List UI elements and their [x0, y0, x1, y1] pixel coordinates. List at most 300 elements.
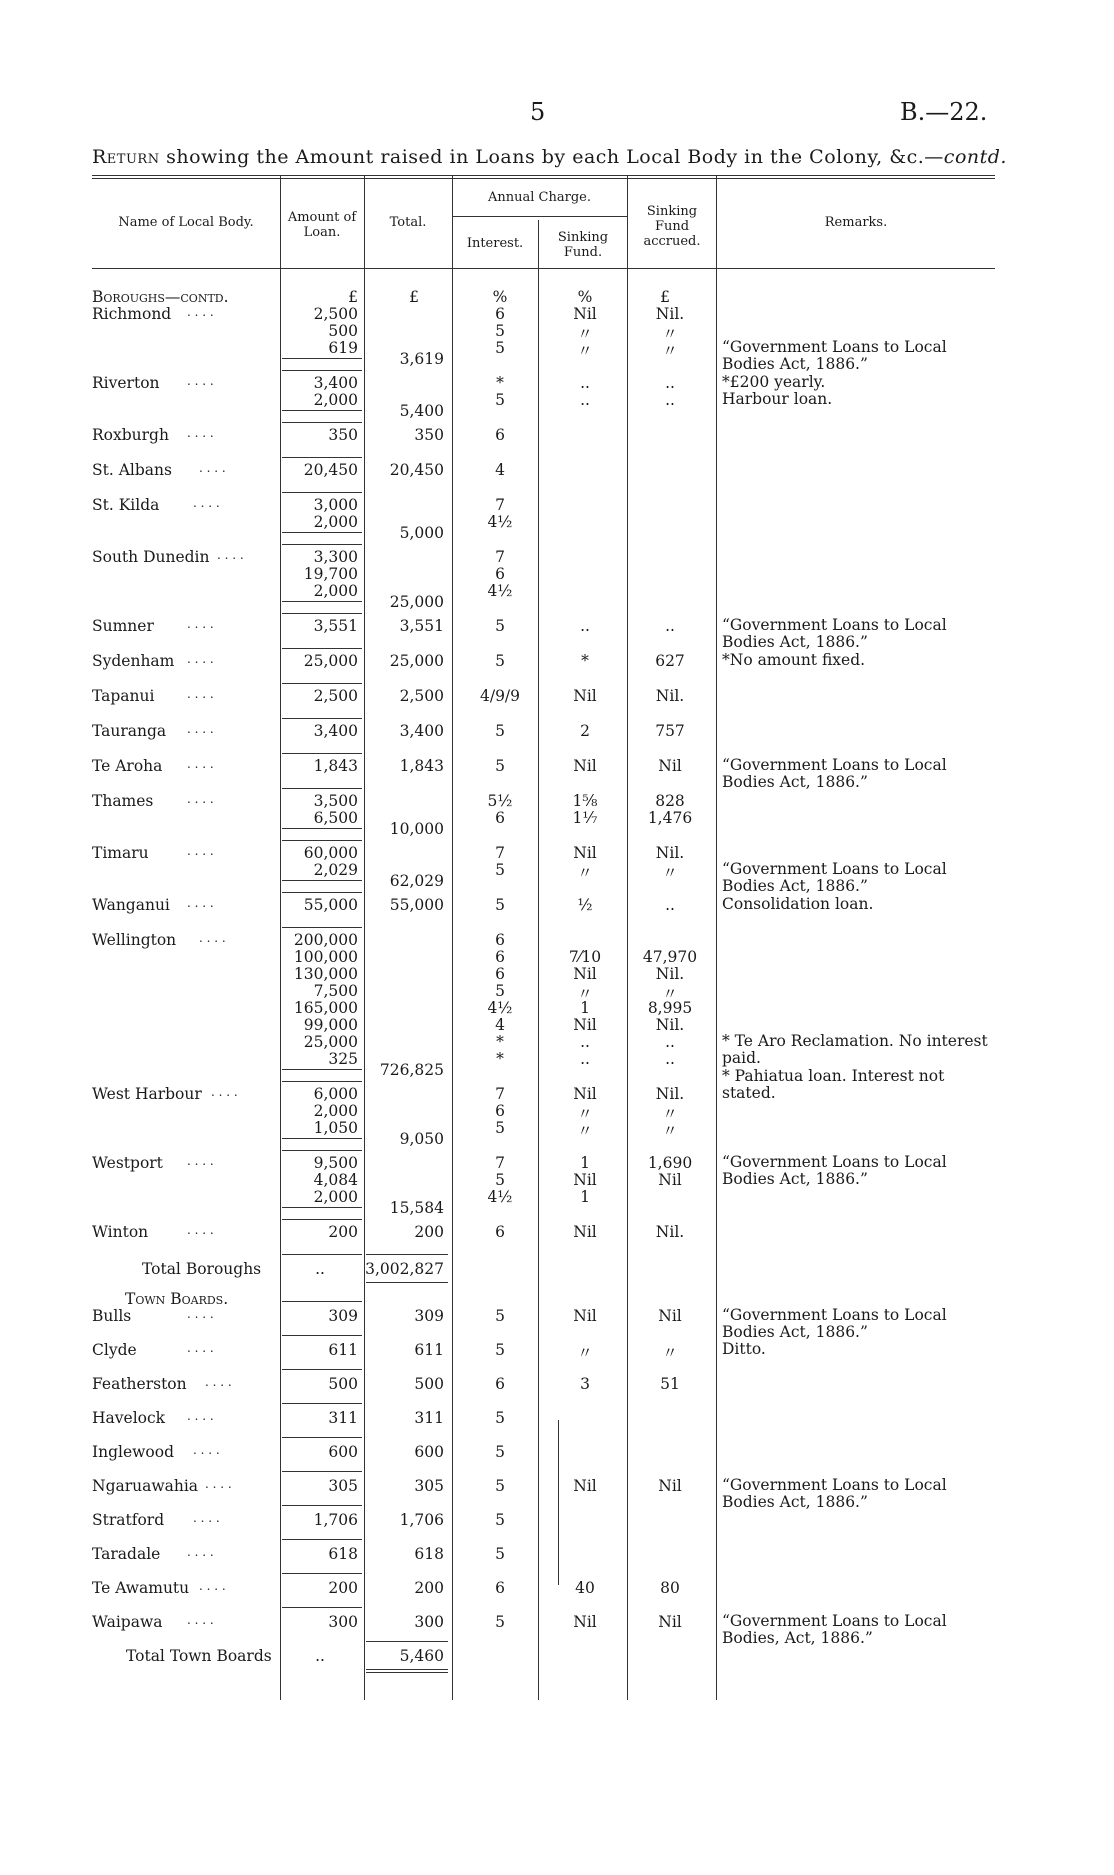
- row-rule: [282, 718, 362, 719]
- row-rule: [282, 1254, 362, 1255]
- interest-rate: *: [496, 1050, 504, 1068]
- interest-rate: 5: [495, 339, 505, 357]
- title-main: showing the Amount raised in Loans by each Local Body in the Colony, &c.: [159, 146, 925, 168]
- local-body-name: Bulls: [92, 1307, 132, 1325]
- fund-accrued: Nil: [658, 1307, 682, 1325]
- header-sinking-accrued: Sinking Fund accrued.: [643, 204, 701, 249]
- fund-accrued: 80: [660, 1579, 680, 1597]
- row-rule: [282, 840, 362, 841]
- sinking-fund: Nil: [573, 1477, 597, 1495]
- loan-amount: 9,500: [313, 1154, 358, 1172]
- loan-total: 300: [414, 1613, 444, 1631]
- leader-dots: . . . .: [205, 1375, 232, 1389]
- loan-amount: 3,551: [313, 617, 358, 635]
- loan-amount: 20,450: [303, 461, 358, 479]
- table-top-rule-2: [92, 178, 995, 179]
- fund-accrued: 627: [655, 652, 685, 670]
- leader-dots: . . . .: [187, 687, 214, 701]
- interest-rate: 6: [495, 931, 505, 949]
- local-body-name: Sumner: [92, 617, 154, 635]
- interest-rate: 5: [495, 652, 505, 670]
- local-body-name: Timaru: [92, 844, 149, 862]
- interest-rate: 5: [495, 722, 505, 740]
- sinking-fund: 3: [580, 1375, 590, 1393]
- fund-accrued: 1,690: [647, 1154, 693, 1172]
- row-rule: [282, 544, 362, 545]
- unit-total: £: [409, 288, 419, 306]
- interest-rate: 7: [495, 1085, 505, 1103]
- local-body-name: Taradale: [92, 1545, 161, 1563]
- total-rule: [366, 1282, 448, 1283]
- local-body-name: Riverton: [92, 374, 160, 392]
- local-body-name: Clyde: [92, 1341, 137, 1359]
- fund-accrued: Nil.: [655, 965, 685, 983]
- sinking-fund: Nil: [573, 1223, 597, 1241]
- loan-amount: 2,000: [313, 513, 358, 531]
- loan-amount: 611: [328, 1341, 358, 1359]
- total-boroughs-total: 3,002,827: [365, 1260, 444, 1278]
- row-rule: [282, 1539, 362, 1540]
- interest-rate: 5: [495, 1171, 505, 1189]
- local-body-name: Thames: [92, 792, 154, 810]
- leader-dots: . . . .: [187, 1223, 214, 1237]
- loan-total: 500: [414, 1375, 444, 1393]
- interest-rate: 4½: [487, 513, 513, 531]
- interest-rate: 4/9/9: [479, 687, 521, 705]
- loan-total: 309: [414, 1307, 444, 1325]
- interest-rate: 5: [495, 896, 505, 914]
- sinking-fund: 〃: [577, 864, 593, 882]
- loan-amount: 100,000: [293, 948, 358, 966]
- interest-rate: 6: [495, 1102, 505, 1120]
- sinking-fund: 〃: [577, 985, 593, 1003]
- local-body-name: Sydenham: [92, 652, 175, 670]
- leader-dots: . . . .: [187, 305, 214, 319]
- document-reference: B.—22.: [900, 98, 988, 126]
- loan-total: 305: [414, 1477, 444, 1495]
- remark-text: Consolidation loan.: [722, 895, 874, 913]
- loan-amount: 500: [328, 322, 358, 340]
- leader-dots: . . . .: [211, 1085, 238, 1099]
- local-body-name: Featherston: [92, 1375, 187, 1393]
- sinking-fund: 〃: [577, 325, 593, 343]
- interest-rate: 5½: [487, 792, 513, 810]
- sinking-fund: *: [581, 652, 589, 670]
- fund-accrued: ..: [665, 391, 675, 409]
- local-body-name: Tapanui: [92, 687, 155, 705]
- fund-accrued: ..: [665, 1033, 675, 1051]
- local-body-name: Waipawa: [92, 1613, 163, 1631]
- leader-dots: . . . .: [199, 931, 226, 945]
- row-rule: [282, 1150, 362, 1151]
- loan-total: 1,843: [399, 757, 444, 775]
- sinking-fund: 1: [580, 999, 590, 1017]
- interest-rate: 6: [495, 426, 505, 444]
- loan-total: 5,000: [399, 524, 444, 542]
- row-rule: [282, 753, 362, 754]
- local-body-name: South Dunedin: [92, 548, 210, 566]
- title-lead: Return: [92, 146, 160, 168]
- leader-dots: . . . .: [187, 896, 214, 910]
- interest-rate: 5: [495, 1613, 505, 1631]
- loan-amount: 1,843: [313, 757, 358, 775]
- group-brace: [552, 1420, 559, 1585]
- loan-total: 62,029: [389, 872, 444, 890]
- loan-total: 25,000: [389, 593, 444, 611]
- fund-accrued: Nil.: [655, 1016, 685, 1034]
- fund-accrued: 1,476: [647, 809, 693, 827]
- remark-text: “Government Loans to Local Bodies Act, 1886.”: [722, 860, 947, 895]
- local-body-name: Westport: [92, 1154, 163, 1172]
- total-town-boards-label: Total Town Boards: [126, 1647, 272, 1665]
- loan-amount: 130,000: [293, 965, 358, 983]
- local-body-name: St. Kilda: [92, 496, 160, 514]
- loan-amount: 19,700: [303, 565, 358, 583]
- leader-dots: . . . .: [205, 1477, 232, 1491]
- row-rule: [282, 1607, 362, 1608]
- total-rule: [366, 1254, 448, 1255]
- loan-amount: 3,400: [313, 374, 358, 392]
- interest-rate: *: [496, 374, 504, 392]
- loan-amount: 300: [328, 1613, 358, 1631]
- interest-rate: 6: [495, 1579, 505, 1597]
- header-remarks: Remarks.: [824, 215, 888, 230]
- leader-dots: . . . .: [187, 1409, 214, 1423]
- total-boroughs-label: Total Boroughs: [142, 1260, 262, 1278]
- interest-rate: 5: [495, 1341, 505, 1359]
- loan-amount: 99,000: [303, 1016, 358, 1034]
- interest-rate: 5: [495, 757, 505, 775]
- leader-dots: . . . .: [187, 1341, 214, 1355]
- interest-rate: 5: [495, 1307, 505, 1325]
- loan-total: 25,000: [389, 652, 444, 670]
- sinking-fund: Nil: [573, 965, 597, 983]
- remark-text: “Government Loans to Local Bodies Act, 1886.”: [722, 338, 947, 373]
- remark-text: *No amount fixed.: [722, 651, 866, 669]
- leader-dots: . . . .: [193, 496, 220, 510]
- header-total: Total.: [389, 215, 427, 230]
- loan-total: 600: [414, 1443, 444, 1461]
- sinking-fund: 1⅝: [572, 792, 598, 810]
- page-number: 5: [530, 98, 546, 126]
- sinking-fund: Nil: [573, 757, 597, 775]
- remark-text: “Government Loans to Local Bodies Act, 1886.”: [722, 756, 947, 791]
- fund-accrued: ..: [665, 374, 675, 392]
- interest-rate: 5: [495, 861, 505, 879]
- row-rule: [282, 648, 362, 649]
- fund-accrued: 〃: [662, 864, 678, 882]
- fund-accrued: ..: [665, 1050, 675, 1068]
- interest-rate: 6: [495, 1375, 505, 1393]
- loan-total: 611: [414, 1341, 444, 1359]
- loan-amount: 55,000: [303, 896, 358, 914]
- section-boroughs: Boroughs—contd.: [92, 288, 229, 306]
- sinking-fund: 〃: [577, 1344, 593, 1362]
- loan-total: 350: [414, 426, 444, 444]
- sinking-fund: Nil: [573, 1085, 597, 1103]
- loan-total: 1,706: [399, 1511, 444, 1529]
- local-body-name: West Harbour: [92, 1085, 202, 1103]
- local-body-name: Wanganui: [92, 896, 170, 914]
- leader-dots: . . . .: [187, 792, 214, 806]
- interest-rate: 6: [495, 948, 505, 966]
- interest-rate: 7: [495, 548, 505, 566]
- interest-rate: 4: [495, 1016, 505, 1034]
- loan-amount: 7,500: [313, 982, 358, 1000]
- row-rule: [282, 1301, 362, 1302]
- loan-total: 5,400: [399, 402, 444, 420]
- leader-dots: . . . .: [193, 1511, 220, 1525]
- sinking-fund: 1: [580, 1188, 590, 1206]
- sinking-fund: Nil: [573, 844, 597, 862]
- row-rule: [282, 788, 362, 789]
- loan-total: 2,500: [399, 687, 444, 705]
- loan-amount: 1,706: [313, 1511, 358, 1529]
- leader-dots: . . . .: [187, 652, 214, 666]
- loan-total: 9,050: [399, 1130, 444, 1148]
- interest-rate: 6: [495, 965, 505, 983]
- loan-total: 311: [414, 1409, 444, 1427]
- leader-dots: . . . .: [193, 1443, 220, 1457]
- fund-accrued: Nil.: [655, 844, 685, 862]
- total-rule: [366, 1641, 448, 1642]
- loan-amount: 1,050: [313, 1119, 358, 1137]
- fund-accrued: 828: [655, 792, 685, 810]
- header-bottom-rule: [92, 268, 995, 269]
- fund-accrued: 〃: [662, 1105, 678, 1123]
- unit-accrued: £: [660, 288, 670, 306]
- interest-rate: 5: [495, 1119, 505, 1137]
- remark-text: “Government Loans to Local Bodies Act, 1886.”: [722, 616, 947, 651]
- interest-rate: 6: [495, 565, 505, 583]
- loan-amount: 200: [328, 1223, 358, 1241]
- fund-accrued: 〃: [662, 342, 678, 360]
- interest-rate: 6: [495, 809, 505, 827]
- fund-accrued: ..: [665, 896, 675, 914]
- header-annual-charge: Annual Charge.: [488, 190, 591, 205]
- total-rule: [366, 1672, 448, 1673]
- interest-rate: 4: [495, 461, 505, 479]
- interest-rate: 4½: [487, 582, 513, 600]
- loan-amount: 311: [328, 1409, 358, 1427]
- loan-total: 726,825: [379, 1061, 444, 1079]
- loan-amount: 2,000: [313, 582, 358, 600]
- interest-rate: 6: [495, 1223, 505, 1241]
- sinking-fund: 7⁄10: [568, 948, 602, 966]
- sinking-fund: 40: [575, 1579, 595, 1597]
- loan-amount: 618: [328, 1545, 358, 1563]
- sinking-fund: Nil: [573, 1016, 597, 1034]
- leader-dots: . . . .: [187, 844, 214, 858]
- page-title: [92, 146, 1007, 168]
- loan-total: 20,450: [389, 461, 444, 479]
- fund-accrued: 47,970: [642, 948, 698, 966]
- sinking-fund: ..: [580, 1033, 590, 1051]
- local-body-name: Tauranga: [92, 722, 167, 740]
- interest-rate: 5: [495, 1409, 505, 1427]
- total-town-boards-total: 5,460: [399, 1647, 444, 1665]
- leader-dots: . . . .: [187, 374, 214, 388]
- total-rule: [366, 1669, 448, 1670]
- leader-dots: . . . .: [187, 1307, 214, 1321]
- loan-amount: 3,500: [313, 792, 358, 810]
- annual-charge-rule: [452, 216, 627, 217]
- fund-accrued: 〃: [662, 1122, 678, 1140]
- fund-accrued: 757: [655, 722, 685, 740]
- loan-total: 3,400: [399, 722, 444, 740]
- local-body-name: Te Aroha: [92, 757, 163, 775]
- loan-total: 55,000: [389, 896, 444, 914]
- local-body-name: Richmond: [92, 305, 172, 323]
- remark-text: *£200 yearly.: [722, 373, 826, 391]
- fund-accrued: Nil: [658, 757, 682, 775]
- leader-dots: . . . .: [199, 1579, 226, 1593]
- sinking-fund: 2: [580, 722, 590, 740]
- row-rule: [282, 1437, 362, 1438]
- fund-accrued: 〃: [662, 325, 678, 343]
- interest-rate: 5: [495, 617, 505, 635]
- sinking-fund: 〃: [577, 1105, 593, 1123]
- title-tail: —contd.: [924, 146, 1007, 168]
- interest-rate: 5: [495, 322, 505, 340]
- loan-amount: 2,500: [313, 305, 358, 323]
- remark-text: “Government Loans to Local Bodies Act, 1886.”: [722, 1306, 947, 1341]
- sinking-fund: Nil: [573, 687, 597, 705]
- header-amount: Amount of Loan.: [287, 210, 357, 240]
- local-body-name: Wellington: [92, 931, 177, 949]
- loan-amount: 600: [328, 1443, 358, 1461]
- interest-rate: 7: [495, 844, 505, 862]
- local-body-name: Roxburgh: [92, 426, 169, 444]
- section-town-boards: Town Boards.: [125, 1290, 229, 1308]
- fund-accrued: Nil.: [655, 305, 685, 323]
- loan-amount: 60,000: [303, 844, 358, 862]
- row-rule: [282, 1573, 362, 1574]
- leader-dots: . . . .: [187, 617, 214, 631]
- interest-rate: 5: [495, 1511, 505, 1529]
- interest-rate: 5: [495, 391, 505, 409]
- loan-amount: 3,400: [313, 722, 358, 740]
- fund-accrued: Nil: [658, 1171, 682, 1189]
- remark-text: Harbour loan.: [722, 390, 833, 408]
- remark-text: “Government Loans to Local Bodies, Act, 1886.”: [722, 1612, 947, 1647]
- sinking-fund: 1⅐: [572, 809, 598, 827]
- loan-amount: 200,000: [293, 931, 358, 949]
- fund-accrued: Nil.: [655, 1223, 685, 1241]
- row-rule: [282, 1219, 362, 1220]
- interest-rate: 4½: [487, 999, 513, 1017]
- remark-text: * Te Aro Reclamation. No interest paid.: [722, 1032, 988, 1067]
- local-body-name: St. Albans: [92, 461, 172, 479]
- loan-amount: 4,084: [313, 1171, 358, 1189]
- fund-accrued: Nil: [658, 1477, 682, 1495]
- interest-rate: 5: [495, 1443, 505, 1461]
- row-rule: [282, 1471, 362, 1472]
- loan-amount: 309: [328, 1307, 358, 1325]
- header-sinking-fund: Sinking Fund.: [557, 230, 609, 260]
- sinking-fund: Nil: [573, 305, 597, 323]
- loan-amount: 3,300: [313, 548, 358, 566]
- loan-amount: 2,000: [313, 391, 358, 409]
- loan-total: 200: [414, 1223, 444, 1241]
- interest-rate: 5: [495, 982, 505, 1000]
- loan-amount: 25,000: [303, 652, 358, 670]
- loan-amount: 6,500: [313, 809, 358, 827]
- loan-total: 618: [414, 1545, 444, 1563]
- loan-amount: 2,000: [313, 1188, 358, 1206]
- row-rule: [282, 1505, 362, 1506]
- interest-rate: 4½: [487, 1188, 513, 1206]
- sinking-fund: ..: [580, 374, 590, 392]
- loan-total: 15,584: [389, 1199, 444, 1217]
- sinking-fund: Nil: [573, 1307, 597, 1325]
- sinking-fund: Nil: [573, 1171, 597, 1189]
- row-rule: [282, 422, 362, 423]
- local-body-name: Havelock: [92, 1409, 166, 1427]
- sinking-fund: ..: [580, 391, 590, 409]
- local-body-name: Ngaruawahia: [92, 1477, 199, 1495]
- loan-amount: 3,000: [313, 496, 358, 514]
- table-top-rule: [92, 175, 995, 176]
- interest-rate: *: [496, 1033, 504, 1051]
- fund-accrued: Nil.: [655, 687, 685, 705]
- loan-amount: 165,000: [293, 999, 358, 1017]
- local-body-name: Inglewood: [92, 1443, 175, 1461]
- leader-dots: . . . .: [187, 722, 214, 736]
- leader-dots: . . . .: [187, 1613, 214, 1627]
- local-body-name: Te Awamutu: [92, 1579, 190, 1597]
- remark-text: * Pahiatua loan. Interest not stated.: [722, 1067, 945, 1102]
- loan-amount: 2,000: [313, 1102, 358, 1120]
- interest-rate: 5: [495, 1477, 505, 1495]
- local-body-name: Winton: [92, 1223, 149, 1241]
- sinking-fund: 1: [580, 1154, 590, 1172]
- row-rule: [282, 457, 362, 458]
- fund-accrued: 51: [660, 1375, 680, 1393]
- loan-amount: 200: [328, 1579, 358, 1597]
- interest-rate: 7: [495, 496, 505, 514]
- leader-dots: . . . .: [187, 757, 214, 771]
- remark-text: Ditto.: [722, 1340, 766, 1358]
- loan-amount: 2,029: [313, 861, 358, 879]
- row-rule: [282, 1369, 362, 1370]
- loan-total: 200: [414, 1579, 444, 1597]
- leader-dots: . . . .: [187, 426, 214, 440]
- loan-amount: 619: [328, 339, 358, 357]
- fund-accrued: Nil: [658, 1613, 682, 1631]
- leader-dots: . . . .: [187, 1545, 214, 1559]
- row-rule: [282, 1403, 362, 1404]
- row-rule: [282, 370, 362, 371]
- row-rule: [282, 892, 362, 893]
- row-rule: [282, 683, 362, 684]
- fund-accrued: ..: [665, 617, 675, 635]
- sinking-fund: ½: [577, 896, 593, 914]
- sinking-fund: ..: [580, 617, 590, 635]
- remark-text: “Government Loans to Local Bodies Act, 1886.”: [722, 1153, 947, 1188]
- sinking-fund: Nil: [573, 1613, 597, 1631]
- loan-total: 10,000: [389, 820, 444, 838]
- remark-text: “Government Loans to Local Bodies Act, 1886.”: [722, 1476, 947, 1511]
- sinking-fund: 〃: [577, 1122, 593, 1140]
- row-rule: [282, 927, 362, 928]
- interest-rate: 5: [495, 1545, 505, 1563]
- loan-amount: 6,000: [313, 1085, 358, 1103]
- row-rule: [282, 1081, 362, 1082]
- unit-sinking: %: [577, 288, 593, 306]
- fund-accrued: 8,995: [647, 999, 693, 1017]
- header-interest: Interest.: [466, 236, 524, 251]
